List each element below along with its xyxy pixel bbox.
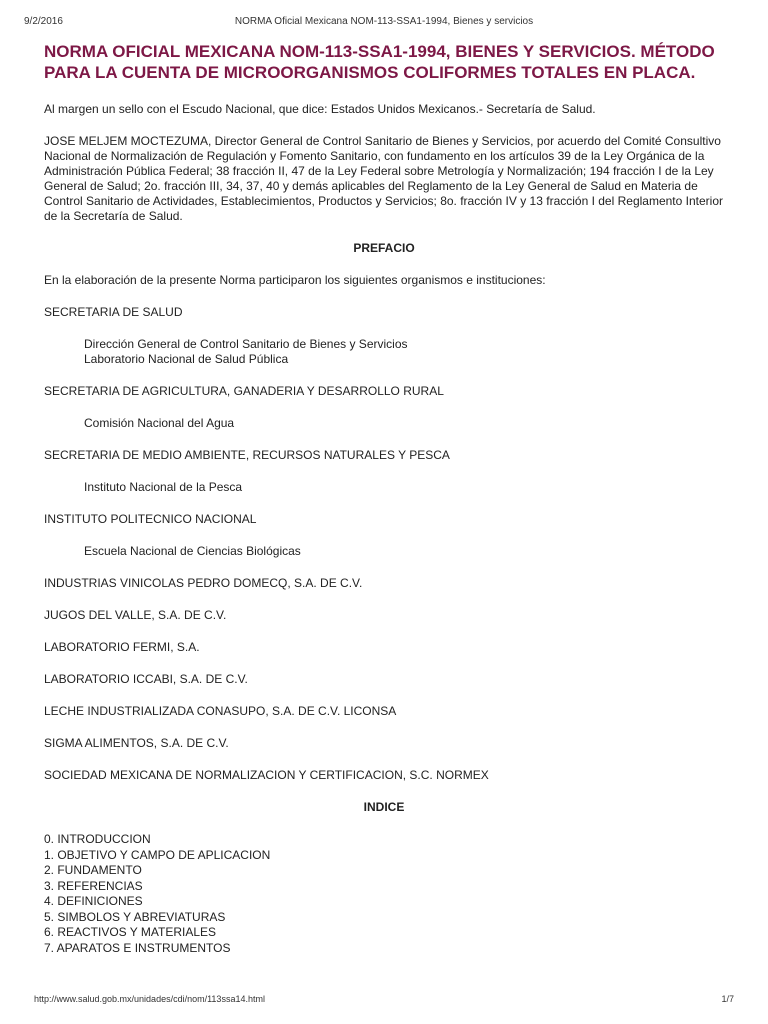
org-name: INDUSTRIAS VINICOLAS PEDRO DOMECQ, S.A. DE C.V.	[44, 576, 363, 590]
org-sub-list	[44, 337, 724, 367]
index-item: 0. INTRODUCCION	[44, 832, 151, 846]
org-block	[44, 512, 724, 559]
document-body	[44, 41, 724, 956]
org-sub-item: Laboratorio Nacional de Salud Pública	[84, 352, 289, 366]
index-item: 7. APARATOS E INSTRUMENTOS	[44, 940, 231, 955]
org-name: SECRETARIA DE AGRICULTURA, GANADERIA Y DESARROLLO RURAL	[44, 384, 444, 398]
org-sub-item: Comisión Nacional del Agua	[84, 416, 235, 430]
index-item: 2. FUNDAMENTO	[44, 863, 142, 877]
org-sub-list	[44, 416, 724, 431]
index-item: 1. OBJETIVO Y CAMPO DE APLICACION	[44, 847, 271, 862]
print-date: 9/2/2016	[24, 16, 63, 27]
document-paragraph: JOSE MELJEM MOCTEZUMA, Director General de Control Sanitario de Bienes y Servicios, por acuerdo del Comité Consultivo Nacional de Normalización de Regulación y Fomento Sanitario, con fundamento en los artículos 39 de la Ley Orgánica de la Administración Pública Federal; 38 fracción II, 47 de la Ley Federal sobre Metrología y Normalización; 194 fracción I de la Ley General de Salud; 2o. fracción III, 34, 37, 40 y demás aplicables del Reglamento de la Ley General de Salud en Materia de Control Sanitario de Actividades, Establecimientos, Productos y Servicios; 8o. fracción IV y 13 fracción I del Reglamento Interior de la Secretaría de Salud.	[44, 134, 723, 223]
org-name: INSTITUTO POLITECNICO NACIONAL	[44, 512, 257, 526]
org-name: JUGOS DEL VALLE, S.A. DE C.V.	[44, 608, 227, 622]
indice-heading: INDICE	[363, 800, 405, 814]
org-name: SIGMA ALIMENTOS, S.A. DE C.V.	[44, 736, 229, 750]
org-sub-item: Escuela Nacional de Ciencias Biológicas	[84, 544, 301, 558]
source-url: http://www.salud.gob.mx/unidades/cdi/nom/113ssa14.html	[34, 994, 265, 1004]
index-item: 4. DEFINICIONES	[44, 894, 143, 908]
index-list	[44, 832, 724, 956]
org-name: LABORATORIO ICCABI, S.A. DE C.V.	[44, 672, 248, 686]
org-name: LABORATORIO FERMI, S.A.	[44, 640, 200, 654]
document-intro: Al margen un sello con el Escudo Nacional, que dice: Estados Unidos Mexicanos.- Secretaría de Salud.	[44, 102, 596, 116]
index-item: 6. REACTIVOS Y MATERIALES	[44, 925, 217, 939]
prefacio-intro: En la elaboración de la presente Norma participaron los siguientes organismos e instituciones:	[44, 273, 546, 287]
index-item: 5. SIMBOLOS Y ABREVIATURAS	[44, 909, 226, 924]
org-block	[44, 305, 724, 367]
org-sub-list	[44, 480, 724, 495]
org-name: LECHE INDUSTRIALIZADA CONASUPO, S.A. DE C.V. LICONSA	[44, 704, 397, 718]
org-sub-item: Instituto Nacional de la Pesca	[84, 480, 243, 494]
prefacio-heading: PREFACIO	[353, 241, 415, 255]
page-number: 1/7	[721, 994, 734, 1004]
document-title: NORMA OFICIAL MEXICANA NOM-113-SSA1-1994, BIENES Y SERVICIOS. MÉTODO PARA LA CUENTA DE MICROORGANISMOS COLIFORMES TOTALES EN PLACA.	[44, 42, 715, 82]
org-name: SECRETARIA DE SALUD	[44, 305, 183, 319]
org-block	[44, 384, 724, 431]
org-name: SOCIEDAD MEXICANA DE NORMALIZACION Y CERTIFICACION, S.C. NORMEX	[44, 768, 489, 782]
index-item: 3. REFERENCIAS	[44, 878, 143, 893]
org-sub-item: Dirección General de Control Sanitario de Bienes y Servicios	[84, 337, 408, 351]
org-name: SECRETARIA DE MEDIO AMBIENTE, RECURSOS NATURALES Y PESCA	[44, 448, 450, 462]
print-page-title: NORMA Oficial Mexicana NOM-113-SSA1-1994, Bienes y servicios	[234, 16, 534, 27]
print-header	[24, 16, 744, 30]
print-footer	[34, 994, 734, 1008]
org-block	[44, 448, 724, 495]
org-sub-list	[44, 544, 724, 559]
